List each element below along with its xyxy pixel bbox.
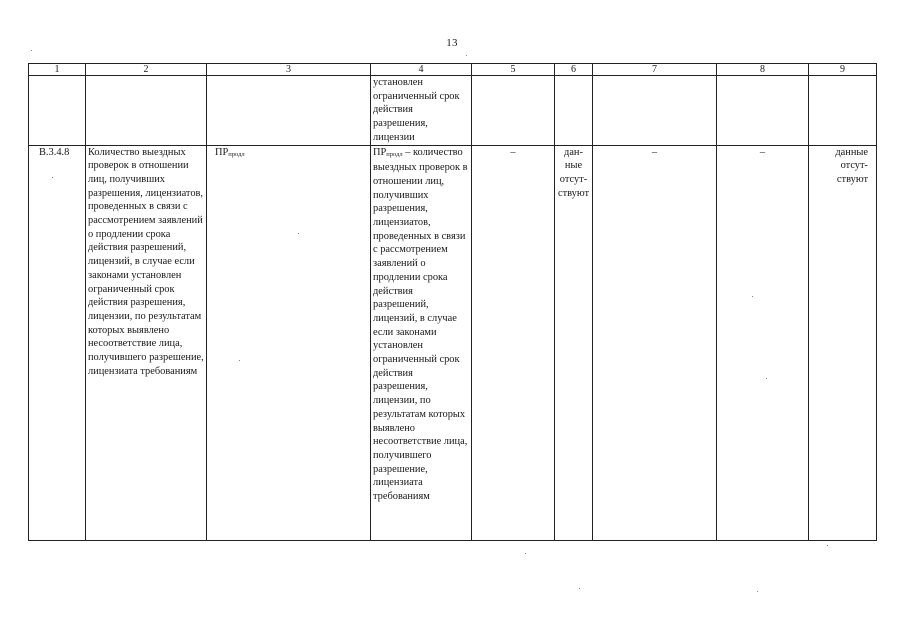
scan-speck [752,296,753,297]
cell-empty [809,76,877,146]
column-header-6: 6 [555,64,593,76]
page-number: 13 [446,37,458,49]
column-header-9: 9 [809,64,877,76]
scan-speck [579,588,580,589]
cell-empty [207,76,371,146]
formula-symbol: ПР [373,146,387,158]
formula-text: – количество выездных проверок в отношении лиц, получивших разрешения, лицензиатов, проведенных в связи с рассмотрением заявлений о продлении срока действия разрешений, лицензий, в случае если законами установлен ограниченный срок действия разрешения, лицензии, по результатам которых выявлено несоответствие лица, получившего разрешение, лицензиата требованиям [373,146,468,503]
cell-col8: – [717,145,809,540]
cell-empty [593,76,717,146]
formula-description [371,145,472,540]
cell-empty [472,76,555,146]
scan-speck [466,55,467,56]
continuation-row [29,76,877,146]
indicator-table [28,63,877,541]
cell-empty [86,76,207,146]
scan-speck [757,591,758,592]
column-header-1: 1 [29,64,86,76]
indicator-description: Количество выездных проверок в отношении лиц, получивших разрешения, лицензиатов, проведенных в связи с рассмотрением заявлений о продлении срока действия разрешений, лицензий, в случае если законами установлен ограниченный срок действия разрешения, лицензии, по результатам которых выявлено несоответствие лица, получившего разрешение, лицензиата требованиям [86,145,207,540]
indicator-designation [207,145,371,540]
column-header-3: 3 [207,64,371,76]
column-header-7: 7 [593,64,717,76]
cell-col9: данные отсут-ствуют [809,145,877,540]
scan-speck [525,553,526,554]
continuation-text: установлен ограниченный срок действия разрешения, лицензии [371,76,472,146]
indicator-symbol: ПР [215,146,229,158]
formula-subscript: продл [386,150,403,158]
cell-empty [29,76,86,146]
column-header-8: 8 [717,64,809,76]
header-row [29,64,877,76]
table-row [29,145,877,540]
cell-col5: – [472,145,555,540]
scan-speck [31,50,32,51]
cell-empty [555,76,593,146]
cell-col7: – [593,145,717,540]
scan-speck [298,233,299,234]
scan-speck [52,177,53,178]
column-header-5: 5 [472,64,555,76]
column-header-2: 2 [86,64,207,76]
scan-speck [239,360,240,361]
cell-col6: дан-ные отсут-ствуют [555,145,593,540]
indicator-subscript: продл [228,150,245,158]
column-header-4: 4 [371,64,472,76]
scan-speck [827,545,828,546]
cell-empty [717,76,809,146]
indicator-code: В.3.4.8 [29,145,86,540]
scan-speck [766,378,767,379]
